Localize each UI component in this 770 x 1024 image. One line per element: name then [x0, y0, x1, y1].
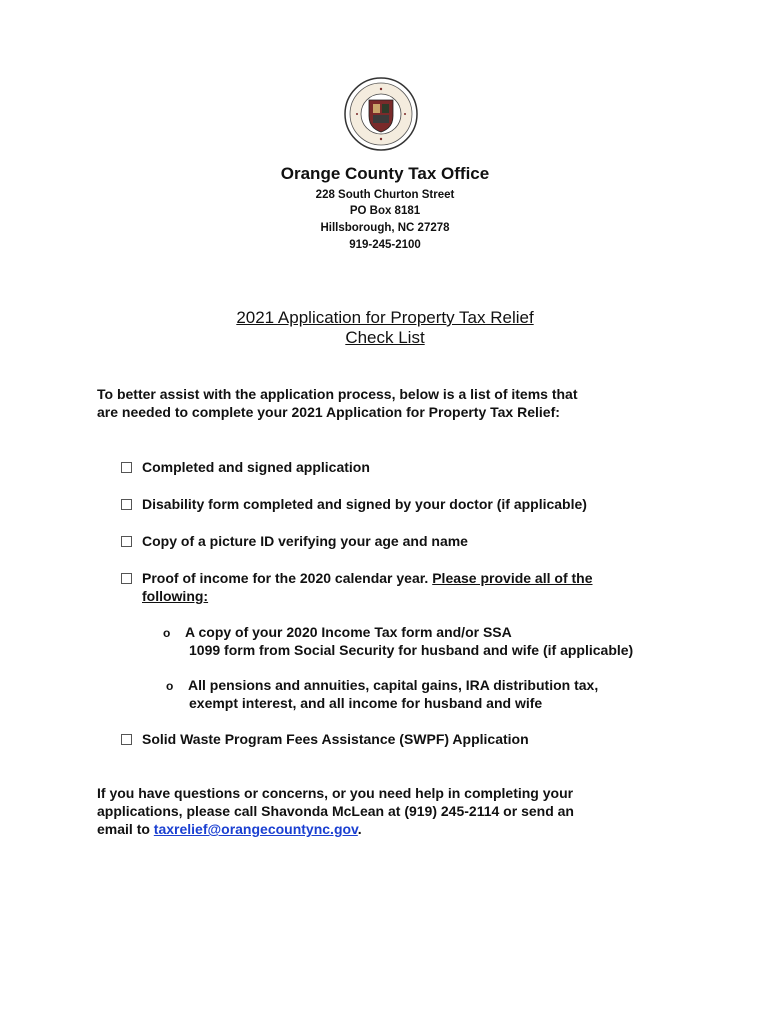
- checkbox-swpf-application[interactable]: [121, 734, 132, 745]
- checklist-item-application: Completed and signed application: [142, 459, 370, 475]
- checkbox-proof-of-income[interactable]: [121, 573, 132, 584]
- income-text: Proof of income for the 2020 calendar year.: [142, 570, 429, 586]
- sub-bullet-2: o: [166, 679, 174, 693]
- checklist-item-disability: Disability form completed and signed by your doctor (if applicable): [142, 496, 587, 512]
- checklist-item-picture-id: Copy of a picture ID verifying your age and name: [142, 533, 468, 549]
- office-name: Orange County Tax Office: [280, 164, 490, 183]
- sub-item-tax-form-line-1: A copy of your 2020 Income Tax form and/or SSA: [185, 624, 512, 640]
- checkbox-picture-id[interactable]: [121, 536, 132, 547]
- sub-item-pensions-line-1: All pensions and annuities, capital gains, IRA distribution tax,: [188, 677, 599, 693]
- county-seal-image: [343, 76, 419, 152]
- page-subtitle: Check List: [345, 328, 425, 347]
- income-instruction-cont: following:: [142, 588, 209, 604]
- intro-line-2: are needed to complete your 2021 Application for Property Tax Relief:: [97, 404, 560, 420]
- sub-bullet-1: o: [163, 626, 171, 640]
- contact-line-1: If you have questions or concerns, or you need help in completing your: [97, 785, 574, 801]
- page-title: 2021 Application for Property Tax Relief: [236, 308, 534, 327]
- office-phone: 919-245-2100: [349, 239, 421, 251]
- contact-line-3: [97, 820, 697, 838]
- sub-item-tax-form-line-2: 1099 form from Social Security for husband and wife (if applicable): [189, 642, 634, 658]
- office-city: Hillsborough, NC 27278: [320, 222, 450, 234]
- office-street: 228 South Churton Street: [315, 189, 455, 201]
- checklist-item-swpf: Solid Waste Program Fees Assistance (SWPF) Application: [142, 731, 529, 747]
- checkbox-disability-form[interactable]: [121, 499, 132, 510]
- email-link[interactable]: taxrelief@orangecountync.gov: [153, 821, 358, 837]
- income-instruction: Please provide all of the: [432, 570, 593, 586]
- office-po-box: PO Box 8181: [349, 205, 421, 217]
- sub-item-pensions-line-2: exempt interest, and all income for husband and wife: [189, 695, 543, 711]
- checkbox-completed-application[interactable]: [121, 462, 132, 473]
- contact-email-suffix: .: [357, 821, 362, 837]
- contact-email-prefix: email to: [97, 821, 150, 837]
- checklist-item-income: [142, 569, 593, 587]
- intro-line-1: To better assist with the application process, below is a list of items that: [97, 386, 578, 402]
- contact-line-2: applications, please call Shavonda McLean at (919) 245-2114 or send an: [97, 803, 574, 819]
